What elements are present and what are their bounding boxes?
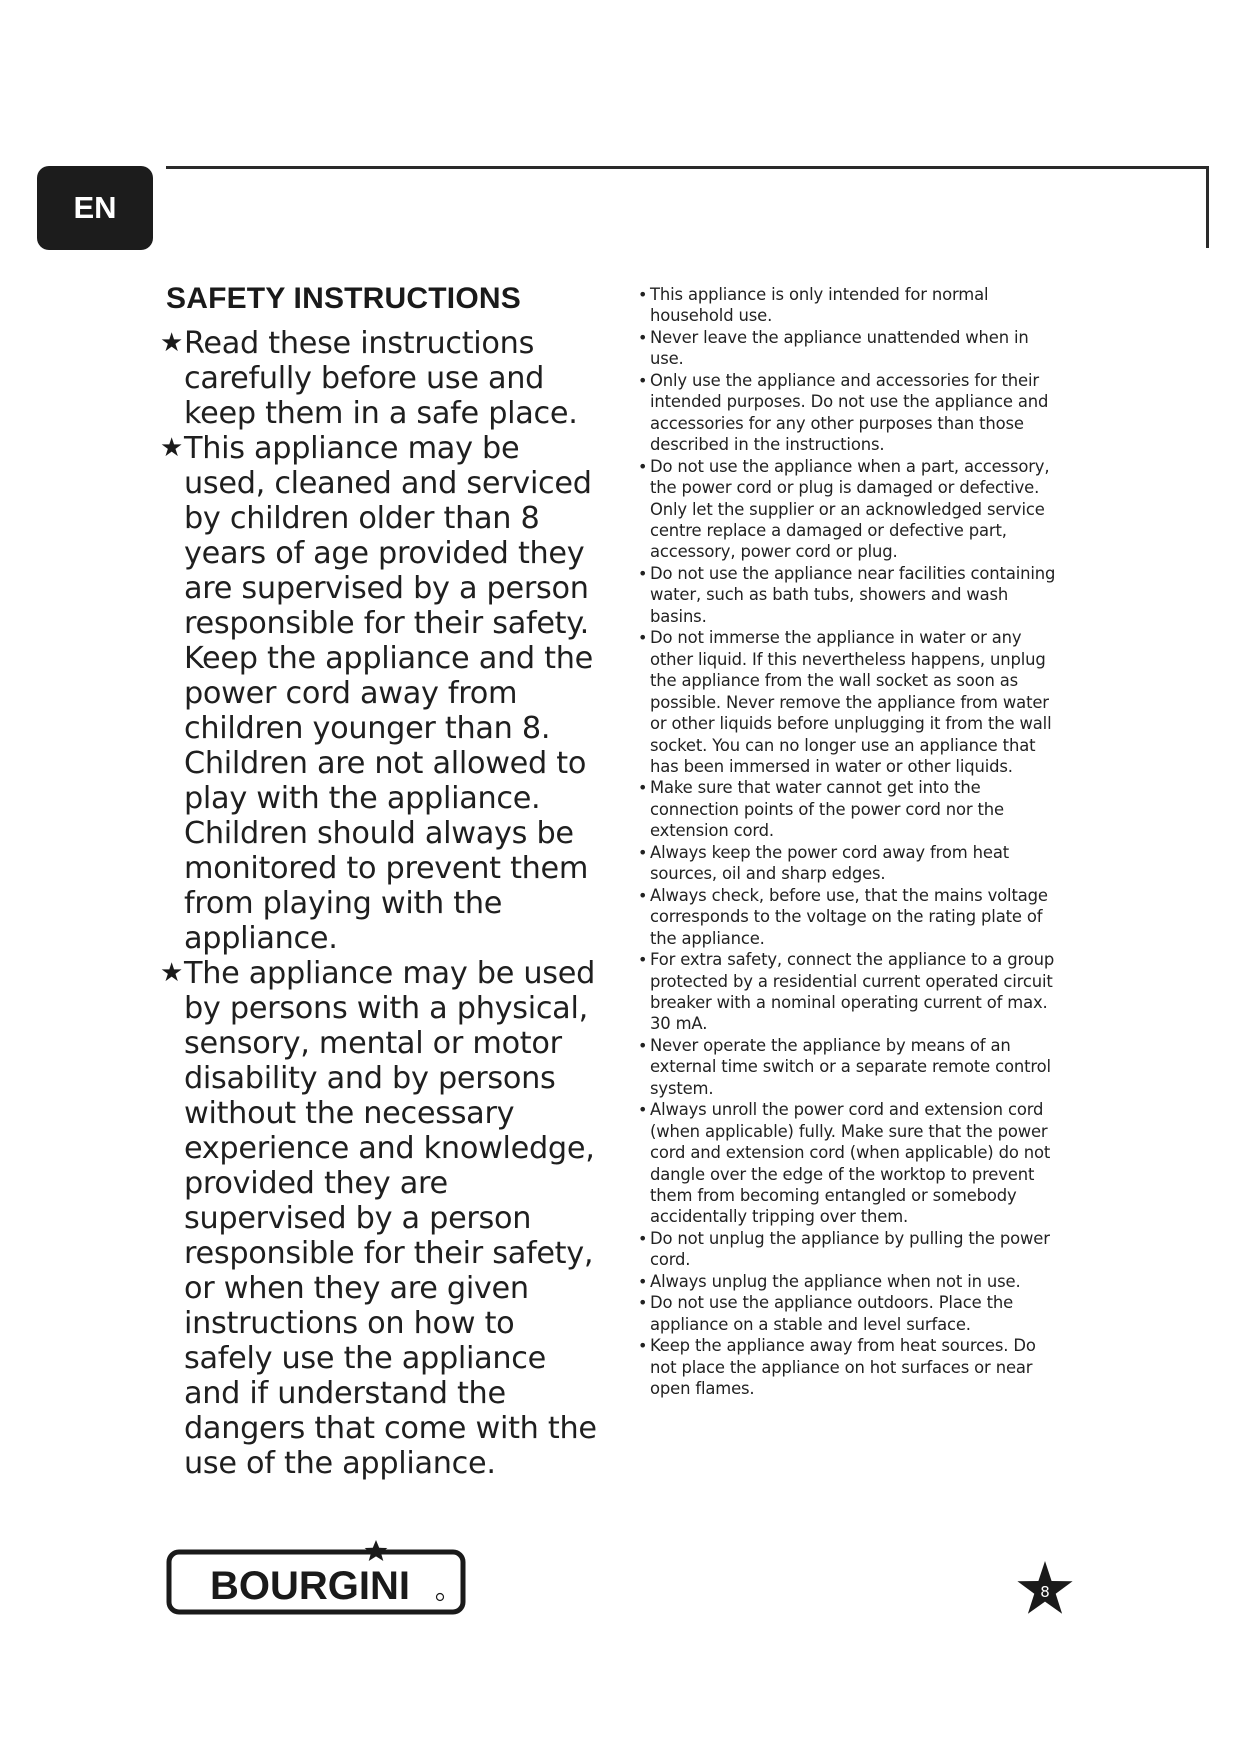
safety-bullet-item — [638, 1335, 1058, 1399]
safety-bullet-item — [638, 949, 1058, 1035]
safety-bullet-item — [638, 627, 1058, 777]
safety-bullet-text: For extra safety, connect the appliance to a group protected by a residential current operated circuit breaker with a nominal operating current of max. 30 mA. — [650, 950, 1055, 1034]
bullet-icon: • — [638, 285, 648, 304]
bullet-icon: • — [638, 842, 648, 862]
safety-bullet-item — [638, 563, 1058, 627]
safety-bullet-text: Do not use the appliance outdoors. Place the appliance on a stable and level surface. — [650, 1293, 1014, 1334]
bullet-icon: • — [638, 1100, 648, 1120]
language-tab — [37, 166, 153, 250]
primary-safety-item — [160, 956, 604, 1481]
bullet-icon: • — [638, 563, 648, 583]
safety-bullet-text: Never leave the appliance unattended when in use. — [650, 327, 1029, 369]
safety-bullet-item — [638, 284, 1058, 327]
safety-bullet-text: Never operate the appliance by means of an external time switch or a separate remote control system. — [650, 1035, 1051, 1098]
bullet-icon: • — [638, 628, 648, 648]
safety-bullet-item — [638, 327, 1058, 370]
section-title: SAFETY INSTRUCTIONS — [166, 282, 521, 315]
safety-bullet-item — [638, 1099, 1058, 1228]
safety-bullet-text: Always unroll the power cord and extension cord (when applicable) fully. Make sure that the power cord and extension cord (when applicable) do not dangle over the edge of the worktop to prevent them from becoming entangled or somebody accidentally tripping over them. — [650, 1100, 1051, 1227]
safety-bullet-text: Always unplug the appliance when not in use. — [650, 1271, 1021, 1291]
safety-bullet-item — [638, 1271, 1058, 1292]
star-bullet-icon: ★ — [160, 958, 184, 988]
bourgini-logo — [166, 1540, 466, 1616]
page-number: 8 — [1040, 1583, 1050, 1601]
safety-bullet-item — [638, 1228, 1058, 1271]
safety-bullet-text: Only use the appliance and accessories for their intended purposes. Do not use the appliance and accessories for any other purposes than those described in the instructions. — [650, 370, 1049, 455]
safety-bullet-item — [638, 777, 1058, 841]
safety-bullet-text: Make sure that water cannot get into the connection points of the power cord nor the extension cord. — [650, 778, 1004, 841]
safety-bullet-item — [638, 456, 1058, 563]
safety-bullet-text: Do not immerse the appliance in water or any other liquid. If this nevertheless happens, unplug the appliance from the wall socket as soon as possible. Never remove the appliance from water or other liquids before unplugging it from the wall socket. You can no longer use an appliance that has been immersed in water or other liquids. — [650, 628, 1052, 776]
bullet-icon: • — [638, 778, 648, 798]
primary-safety-text: The appliance may be used by persons with a physical, sensory, mental or motor disability and by persons without the necessary experience and knowledge, provided they are supervised by a person responsible for their safety, or when they are given instructions on how to safely use the appliance and if understand the dangers that come with the use of the appliance. — [184, 956, 597, 1481]
safety-bullet-item — [638, 370, 1058, 456]
primary-safety-list — [160, 326, 604, 1481]
safety-bullet-item — [638, 1292, 1058, 1335]
page-number-star — [1016, 1560, 1074, 1618]
logo-wordmark: BOURGINI — [210, 1564, 410, 1608]
safety-bullet-text: Always check, before use, that the mains voltage corresponds to the voltage on the rating plate of the appliance. — [650, 885, 1048, 948]
safety-bullet-item — [638, 885, 1058, 949]
safety-bullet-text: This appliance is only intended for normal household use. — [650, 285, 989, 326]
safety-bullet-text: Do not unplug the appliance by pulling the power cord. — [650, 1228, 1050, 1270]
safety-bullet-text: Keep the appliance away from heat sources. Do not place the appliance on hot surfaces or near open flames. — [650, 1336, 1036, 1399]
registered-mark-icon — [437, 1594, 444, 1601]
safety-bullet-text: Always keep the power cord away from heat sources, oil and sharp edges. — [650, 842, 1009, 884]
star-bullet-icon: ★ — [160, 328, 184, 358]
primary-safety-text: Read these instructions carefully before use and keep them in a safe place. — [184, 326, 578, 431]
bullet-icon: • — [638, 1336, 648, 1356]
safety-bullet-item — [638, 842, 1058, 885]
primary-safety-text: This appliance may be used, cleaned and serviced by children older than 8 years of age provided they are supervised by a person responsible for their safety. Keep the appliance and the power cord away from children younger than 8. Children are not allowed to play with the appliance. Children should always be monitored to prevent them from playing with the appliance. — [184, 431, 593, 956]
header-rule — [166, 166, 1208, 169]
safety-bullet-text: Do not use the appliance when a part, accessory, the power cord or plug is damaged or defective. Only let the supplier or an acknowledged service centre replace a damaged or defective part, accessory, power cord or plug. — [650, 456, 1050, 562]
bullet-icon: • — [638, 456, 648, 476]
primary-safety-item — [160, 431, 604, 956]
bullet-icon: • — [638, 885, 648, 905]
header-rule-end — [1206, 166, 1209, 248]
bullet-icon: • — [638, 327, 648, 347]
safety-bullet-text: Do not use the appliance near facilities containing water, such as bath tubs, showers and wash basins. — [650, 563, 1056, 626]
primary-safety-item — [160, 326, 604, 431]
bullet-icon: • — [638, 1271, 648, 1291]
bullet-icon: • — [638, 1035, 648, 1055]
safety-bullet-item — [638, 1035, 1058, 1099]
bullet-icon: • — [638, 1293, 648, 1313]
language-tab-label: EN — [73, 190, 117, 225]
safety-bullet-list — [638, 284, 1058, 1400]
star-bullet-icon: ★ — [160, 433, 184, 463]
bullet-icon: • — [638, 370, 648, 390]
bullet-icon: • — [638, 1228, 648, 1248]
bullet-icon: • — [638, 950, 648, 970]
logo-star-icon — [365, 1540, 388, 1561]
